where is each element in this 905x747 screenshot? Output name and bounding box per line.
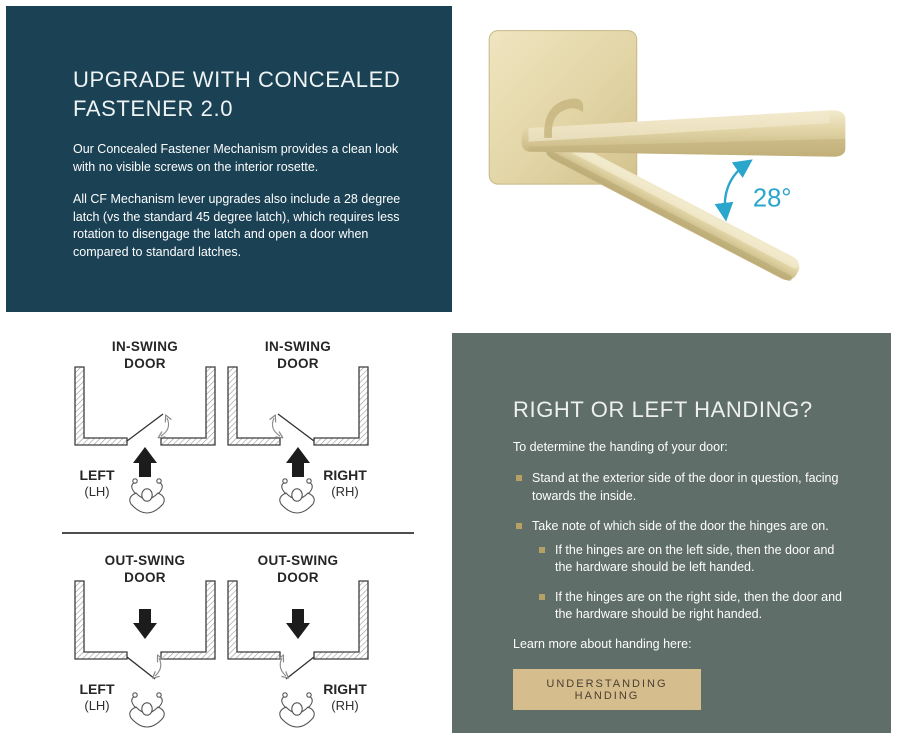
hand-label: RIGHT — [323, 681, 367, 697]
lever-photo-illustration — [460, 8, 905, 313]
upgrade-title: UPGRADE WITH CONCEALED FASTENER 2.0 — [73, 67, 401, 121]
upgrade-panel — [6, 6, 452, 312]
diagram-title: OUT-SWING — [257, 553, 339, 568]
hand-label: LEFT — [79, 681, 115, 697]
door-swing-arrow — [272, 418, 280, 436]
diagram-title: IN-SWING — [111, 339, 179, 354]
door-leaf — [286, 657, 314, 679]
upgrade-paragraph-1: Our Concealed Fastener Mechanism provides a clean look with no visible screws on the interior rosette. — [73, 142, 399, 174]
bullet-item — [513, 470, 843, 505]
person-icon — [280, 693, 314, 727]
diagram-in-swing-right — [224, 337, 374, 527]
right-wall — [161, 367, 215, 445]
lever-photo — [460, 8, 905, 313]
bullet-square-icon — [516, 475, 522, 481]
handing-title: RIGHT OR LEFT HANDING? — [513, 397, 813, 422]
door-swing-arrow — [280, 658, 286, 676]
sub-bullet-item — [513, 542, 843, 577]
handing-sub-bullet-list — [513, 542, 843, 623]
hand-label: RIGHT — [323, 467, 367, 483]
door-leaf — [278, 414, 314, 441]
bullet-square-icon — [539, 594, 545, 600]
left-wall — [75, 367, 127, 445]
diagram-title: IN-SWING — [264, 339, 332, 354]
diagram-divider — [62, 532, 414, 534]
handing-diagrams — [54, 337, 422, 741]
diagram-title: DOOR — [124, 356, 166, 371]
diagram-title: DOOR — [277, 570, 319, 585]
person-icon — [280, 479, 314, 513]
handing-bullet-list — [513, 470, 843, 623]
handing-panel — [452, 333, 891, 733]
hand-abbr: (RH) — [331, 698, 359, 713]
diagram-in-swing-left — [71, 337, 221, 527]
person-icon — [130, 693, 164, 727]
door-leaf — [127, 414, 163, 441]
bullet-item — [513, 518, 843, 623]
door-swing-arrow — [155, 658, 161, 676]
direction-arrow-down — [133, 609, 157, 639]
right-wall — [314, 367, 368, 445]
left-wall — [75, 581, 127, 659]
diagram-out-swing-left — [71, 551, 221, 741]
person-icon — [130, 479, 164, 513]
handing-outro: Learn more about handing here: — [513, 637, 692, 651]
out-swing-row — [54, 551, 422, 741]
door-leaf — [127, 657, 155, 679]
diagram-title: OUT-SWING — [104, 553, 186, 568]
left-wall — [228, 581, 280, 659]
swing-angle-arrow — [725, 163, 747, 214]
handing-intro: To determine the handing of your door: — [513, 440, 728, 454]
sub-bullet-item — [513, 589, 843, 624]
hand-abbr: (RH) — [331, 484, 359, 499]
understanding-handing-button[interactable]: UNDERSTANDING HANDING — [513, 669, 701, 710]
bullet-square-icon — [539, 547, 545, 553]
door-swing-arrow — [161, 418, 169, 436]
direction-arrow-down — [286, 609, 310, 639]
left-wall — [228, 367, 280, 445]
direction-arrow-up — [286, 447, 310, 477]
right-wall — [314, 581, 368, 659]
diagram-title: DOOR — [124, 570, 166, 585]
upgrade-paragraph-2: All CF Mechanism lever upgrades also include a 28 degree latch (vs the standard 45 degree latch), which requires less rotation to disengage the latch and open a door when compared to standard latches. — [73, 192, 401, 259]
hand-abbr: (LH) — [84, 698, 110, 713]
direction-arrow-up — [133, 447, 157, 477]
hand-abbr: (LH) — [84, 484, 110, 499]
hand-label: LEFT — [79, 467, 115, 483]
bullet-text: Stand at the exterior side of the door in question, facing towards the inside. — [532, 471, 839, 503]
bullet-text: Take note of which side of the door the hinges are on. — [532, 518, 829, 533]
right-wall — [161, 581, 215, 659]
angle-label: 28° — [752, 184, 792, 213]
diagram-out-swing-right — [224, 551, 374, 741]
sub-bullet-text: If the hinges are on the left side, then the door and the hardware should be left handed. — [555, 543, 835, 575]
bullet-square-icon — [516, 523, 522, 529]
sub-bullet-text: If the hinges are on the right side, then the door and the hardware should be right handed. — [555, 589, 843, 621]
diagram-title: DOOR — [277, 356, 319, 371]
in-swing-row — [54, 337, 422, 527]
